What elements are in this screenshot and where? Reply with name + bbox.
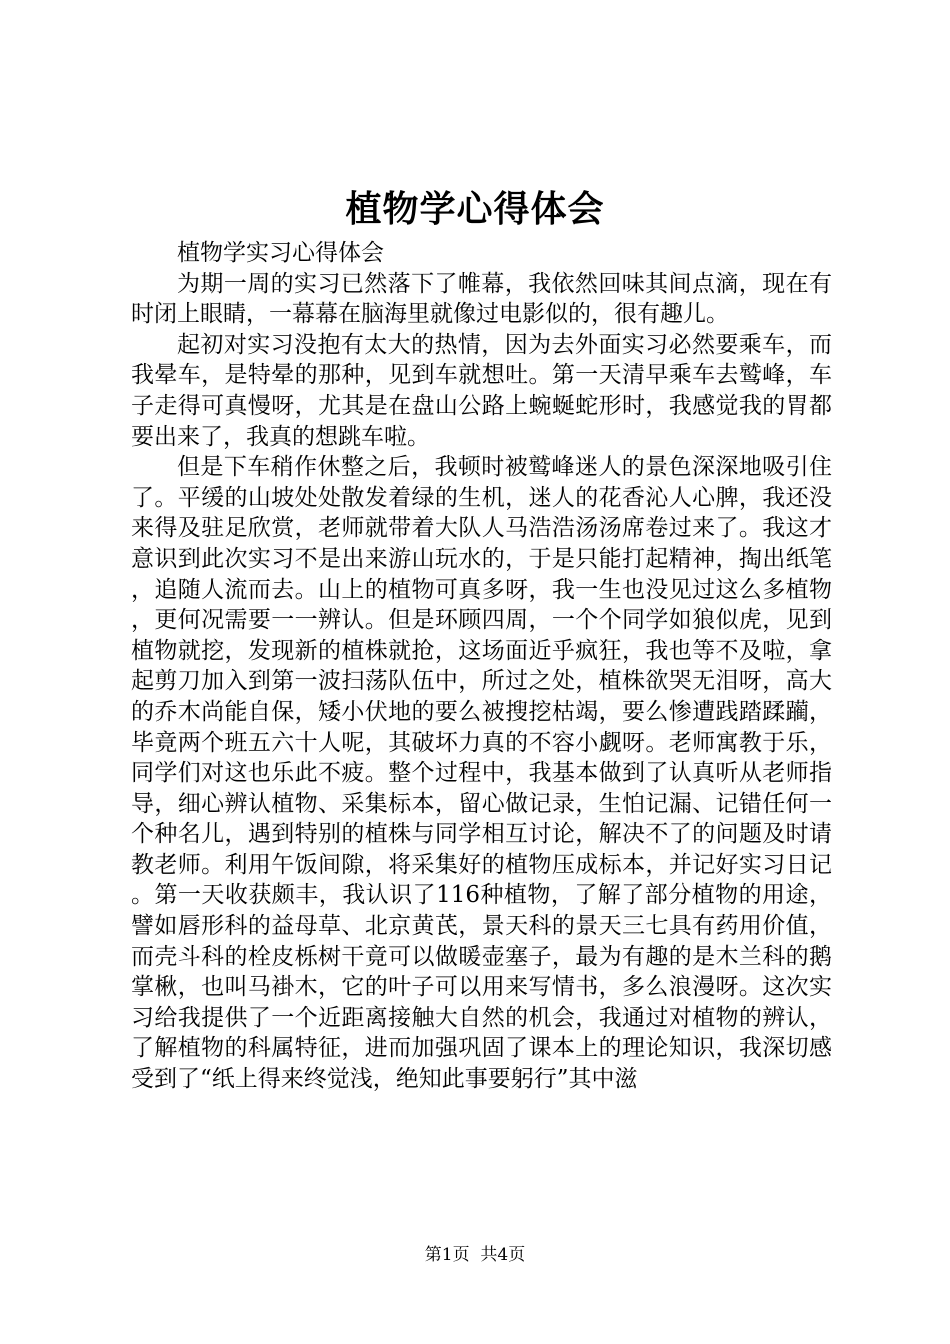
document-title: 植物学心得体会 [345, 188, 605, 230]
paragraph-intro: 为期一周的实习已然落下了帷幕，我依然回味其间点滴，现在有时闭上眼睛，一幕幕在脑海里就像过电影似的，很有趣儿。 [131, 270, 832, 328]
paragraph-subtitle: 植物学实习心得体会 [177, 240, 384, 266]
page-number: 第1页 [424, 1245, 470, 1265]
page-footer [0, 1243, 950, 1267]
document-body [131, 238, 832, 1095]
page-total: 共4页 [480, 1245, 526, 1265]
paragraph-field-practice: 但是下车稍作休整之后，我顿时被鹫峰迷人的景色深深地吸引住了。平缓的山坡处处散发着绿的生机，迷人的花香沁人心脾，我还没来得及驻足欣赏，老师就带着大队人马浩浩汤汤席卷过来了。我这才意识到此次实习不是出来游山玩水的，于是只能打起精神，掏出纸笔，追随人流而去。山上的植物可真多呀，我一生也没见过这么多植物，更何况需要一一辨认。但是环顾四周，一个个同学如狼似虎，见到植物就挖，发现新的植株就抢，这场面近乎疯狂，我也等不及啦，拿起剪刀加入到第一波扫荡队伍中，所过之处，植株欲哭无泪呀，高大的乔木尚能自保，矮小伏地的要么被搜挖枯竭，要么惨遭践踏蹂躏，毕竟两个班五六十人呢，其破坏力真的不容小觑呀。老师寓教于乐，同学们对这也乐此不疲。整个过程中，我基本做到了认真听从老师指导，细心辨认植物、采集标本，留心做记录，生怕记漏、记错任何一个种名儿，遇到特别的植株与同学相互讨论，解决不了的问题及时请教老师。利用午饭间隙，将采集好的植物压成标本，并记好实习日记。第一天收获颇丰，我认识了116种植物，了解了部分植物的用途，譬如唇形科的益母草、北京黄芪，景天科的景天三七具有药用价值，而壳斗科的栓皮栎树干竟可以做暖壶塞子，最为有趣的是木兰科的鹅掌楸，也叫马褂木，它的叶子可以用来写情书，多么浪漫呀。这次实习给我提供了一个近距离接触大自然的机会，我通过对植物的辨认，了解植物的科属特征，进而加强巩固了课本上的理论知识，我深切感受到了“纸上得来终觉浅，绝知此事要躬行”其中滋 [131, 454, 832, 1093]
footer-spacer [470, 1245, 481, 1265]
paragraph-travel: 起初对实习没抱有太大的热情，因为去外面实习必然要乘车，而我晕车，是特晕的那种，见到车就想吐。第一天清早乘车去鹫峰，车子走得可真慢呀，尤其是在盘山公路上蜿蜒蛇形时，我感觉我的胃都要出来了，我真的想跳车啦。 [131, 331, 832, 450]
